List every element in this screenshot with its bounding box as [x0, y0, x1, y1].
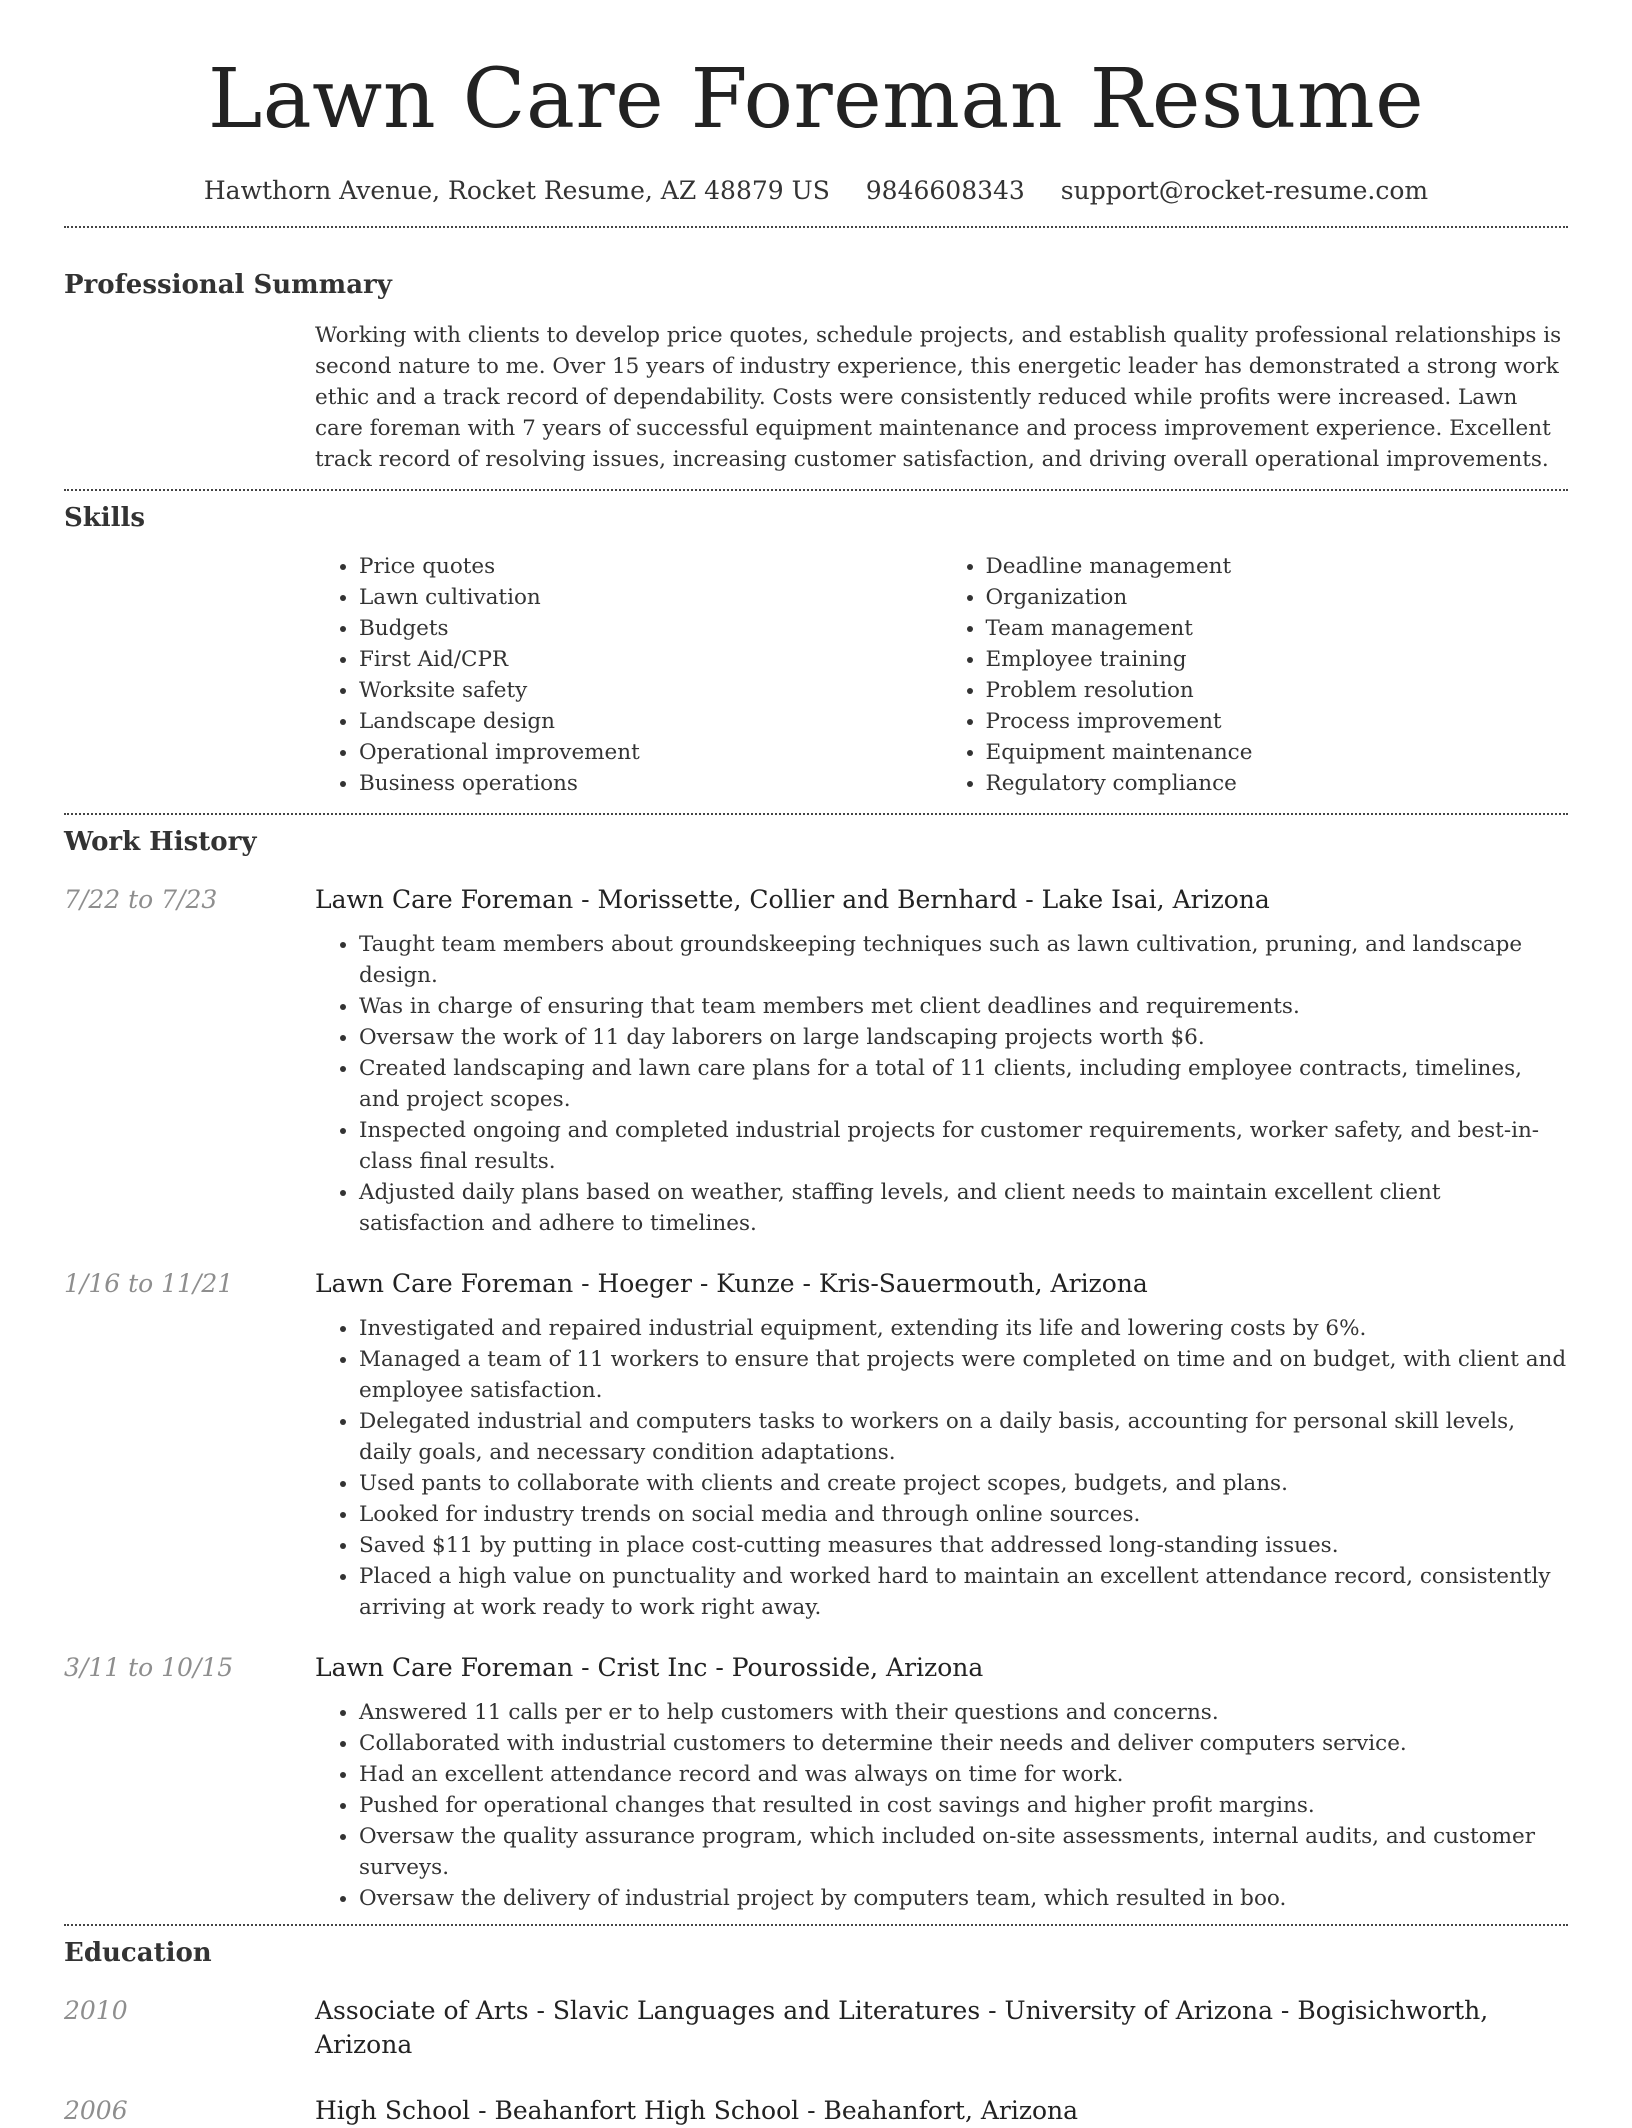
skill-item: • Business operations — [359, 768, 942, 799]
skill-item: • Landscape design — [359, 706, 942, 737]
summary-text: Working with clients to develop price quotes, schedule projects, and establish quality professional relationships is second nature to me. Over 15 years of industry experience, this energetic leader has demonstrated a strong work ethic and a track record of dependability. Costs were consistently reduced while profits were increased. Lawn care foreman with 7 years of successful equipment maintenance and process improvement experience. Excellent track record of resolving issues, increasing customer satisfaction, and driving overall operational improvements. — [315, 323, 1562, 472]
section-heading-skills: Skills — [64, 503, 146, 533]
section-heading-education: Education — [64, 1938, 212, 1968]
contact-phone: 9846608343 — [865, 176, 1025, 205]
job-bullet: • Looked for industry trends on social media and through online sources. — [359, 1499, 1568, 1530]
resume-title: Lawn Care Foreman Resume — [207, 52, 1425, 147]
job-title: Lawn Care Foreman - Crist Inc - Pourosside, Arizona — [315, 1653, 984, 1682]
job-title: Lawn Care Foreman - Morissette, Collier and Bernhard - Lake Isai, Arizona — [315, 885, 1270, 914]
job-bullet: • Delegated industrial and computers tasks to workers on a daily basis, accounting for personal skill levels, daily goals, and necessary condition adaptations. — [359, 1406, 1568, 1468]
skills-column-1 — [315, 551, 942, 799]
job-entry — [64, 1267, 1568, 1623]
skill-item: • First Aid/CPR — [359, 644, 942, 675]
summary-spacer — [64, 320, 315, 475]
job-bullet: • Answered 11 calls per er to help customers with their questions and concerns. — [359, 1697, 1568, 1728]
section-skills — [64, 501, 1568, 799]
section-summary — [64, 268, 1568, 475]
job-entry — [64, 883, 1568, 1239]
education-year: 2006 — [64, 2096, 128, 2125]
job-entry — [64, 1651, 1568, 1914]
education-year: 2010 — [64, 1996, 128, 2025]
job-bullet: • Created landscaping and lawn care plans for a total of 11 clients, including employee contracts, timelines, and project scopes. — [359, 1053, 1568, 1115]
job-bullet: • Inspected ongoing and completed industrial projects for customer requirements, worker safety, and best-in-class final results. — [359, 1115, 1568, 1177]
job-bullet: • Had an excellent attendance record and was always on time for work. — [359, 1759, 1568, 1790]
skill-item: • Deadline management — [986, 551, 1569, 582]
section-work-history — [64, 825, 1568, 1914]
divider — [64, 226, 1568, 228]
job-dates: 3/11 to 10/15 — [64, 1653, 234, 1682]
education-entry — [64, 2094, 1568, 2128]
job-bullet: • Placed a high value on punctuality and worked hard to maintain an excellent attendance record, consistently arriving at work ready to work right away. — [359, 1561, 1568, 1623]
skill-item: • Budgets — [359, 613, 942, 644]
job-bullet: • Taught team members about groundskeeping techniques such as lawn cultivation, pruning, and landscape design. — [359, 929, 1568, 991]
skill-item: • Price quotes — [359, 551, 942, 582]
section-education — [64, 1936, 1568, 2128]
section-heading-work: Work History — [64, 827, 257, 857]
skill-item: • Problem resolution — [986, 675, 1569, 706]
section-heading-summary: Professional Summary — [64, 270, 392, 300]
contact-info — [64, 174, 1568, 208]
skills-list — [315, 551, 1568, 799]
job-bullets — [315, 929, 1568, 1239]
skill-item: • Worksite safety — [359, 675, 942, 706]
skill-item: • Organization — [986, 582, 1569, 613]
job-bullet: • Oversaw the work of 11 day laborers on large landscaping projects worth $6. — [359, 1022, 1568, 1053]
skill-item: • Process improvement — [986, 706, 1569, 737]
job-bullet: • Used pants to collaborate with clients and create project scopes, budgets, and plans. — [359, 1468, 1568, 1499]
skills-spacer — [64, 551, 315, 799]
divider — [64, 489, 1568, 491]
skill-item: • Employee training — [986, 644, 1569, 675]
job-bullet: • Pushed for operational changes that resulted in cost savings and higher profit margins. — [359, 1790, 1568, 1821]
job-dates: 1/16 to 11/21 — [64, 1269, 234, 1298]
job-bullet: • Oversaw the quality assurance program, which included on-site assessments, internal audits, and customer surveys. — [359, 1821, 1568, 1883]
job-bullet: • Investigated and repaired industrial equipment, extending its life and lowering costs by 6%. — [359, 1313, 1568, 1344]
job-bullets — [315, 1313, 1568, 1623]
contact-address: Hawthorn Avenue, Rocket Resume, AZ 48879 US — [203, 176, 830, 205]
job-bullet: • Adjusted daily plans based on weather, staffing levels, and client needs to maintain excellent client satisfaction and adhere to timelines. — [359, 1177, 1568, 1239]
divider — [64, 813, 1568, 815]
skills-column-2 — [942, 551, 1569, 799]
job-bullet: • Managed a team of 11 workers to ensure that projects were completed on time and on budget, with client and employee satisfaction. — [359, 1344, 1568, 1406]
skill-item: • Regulatory compliance — [986, 768, 1569, 799]
education-text: High School - Beahanfort High School - Beahanfort, Arizona — [315, 2096, 1079, 2125]
job-bullet: • Collaborated with industrial customers to determine their needs and deliver computers service. — [359, 1728, 1568, 1759]
job-bullet: • Saved $11 by putting in place cost-cutting measures that addressed long-standing issues. — [359, 1530, 1568, 1561]
job-title: Lawn Care Foreman - Hoeger - Kunze - Kris-Sauermouth, Arizona — [315, 1269, 1148, 1298]
divider — [64, 1924, 1568, 1926]
skill-item: • Lawn cultivation — [359, 582, 942, 613]
skill-item: • Operational improvement — [359, 737, 942, 768]
job-bullet: • Oversaw the delivery of industrial project by computers team, which resulted in boo. — [359, 1883, 1568, 1914]
job-bullet: • Was in charge of ensuring that team members met client deadlines and requirements. — [359, 991, 1568, 1022]
skill-item: • Team management — [986, 613, 1569, 644]
skill-item: • Equipment maintenance — [986, 737, 1569, 768]
job-dates: 7/22 to 7/23 — [64, 885, 218, 914]
education-text: Associate of Arts - Slavic Languages and Literatures - University of Arizona - Bogisichworth, Arizona — [315, 1996, 1489, 2059]
contact-email: support@rocket-resume.com — [1060, 176, 1429, 205]
job-bullets — [315, 1697, 1568, 1914]
education-entry — [64, 1994, 1568, 2062]
